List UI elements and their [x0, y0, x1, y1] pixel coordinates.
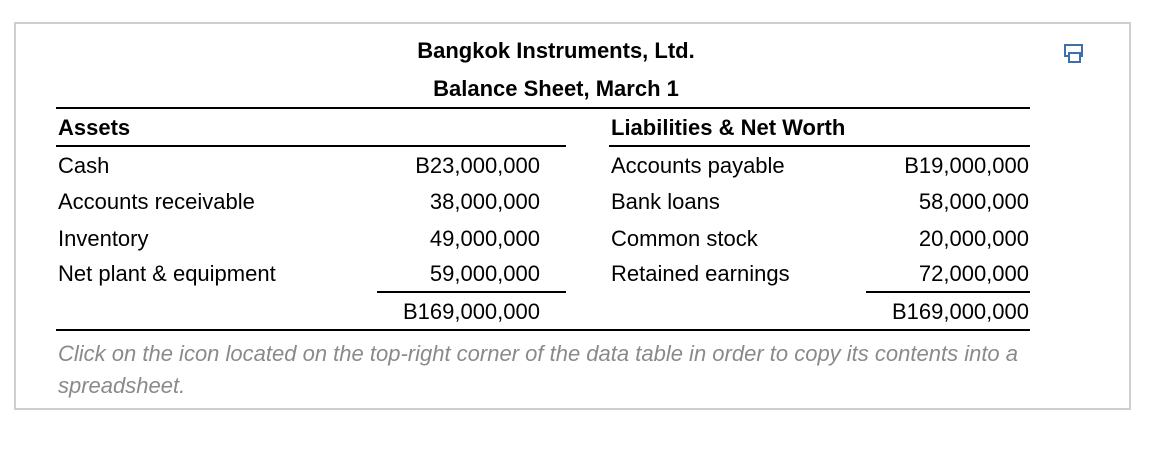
liability-label-bank-loans: Bank loans — [611, 189, 720, 214]
asset-label-cash: Cash — [58, 153, 110, 178]
asset-label-inventory: Inventory — [58, 226, 149, 251]
asset-value-receivables: 38,000,000 — [429, 189, 540, 214]
liability-value-bank-loans: 58,000,000 — [918, 189, 1029, 214]
asset-value-cash: B23,000,000 — [415, 153, 540, 178]
asset-value-plant: 59,000,000 — [429, 261, 540, 286]
company-name: Bangkok Instruments, Ltd. — [417, 38, 695, 63]
table-bottom-rule — [56, 329, 1030, 331]
asset-value-inventory: 49,000,000 — [429, 226, 540, 251]
assets-heading: Assets — [58, 115, 131, 140]
liability-label-payable: Accounts payable — [611, 153, 785, 178]
liability-label-common-stock: Common stock — [611, 226, 758, 251]
liabilities-total: B169,000,000 — [891, 299, 1029, 324]
liability-value-payable: B19,000,000 — [904, 153, 1029, 178]
liabilities-heading: Liabilities & Net Worth — [611, 115, 846, 140]
assets-heading-rule — [56, 145, 566, 147]
liability-label-retained: Retained earnings — [611, 261, 790, 286]
liability-value-common-stock: 20,000,000 — [918, 226, 1029, 251]
statement-title: Balance Sheet, March 1 — [433, 76, 679, 101]
header-rule — [56, 107, 1030, 109]
assets-total-rule — [377, 291, 566, 293]
liabilities-heading-rule — [609, 145, 1030, 147]
asset-label-plant: Net plant & equipment — [58, 261, 276, 286]
assets-total: B169,000,000 — [402, 299, 540, 324]
liabilities-total-rule — [866, 291, 1030, 293]
asset-label-receivables: Accounts receivable — [58, 189, 255, 214]
liability-value-retained: 72,000,000 — [918, 261, 1029, 286]
copy-instructions-note: Click on the icon located on the top-right corner of the data table in order to copy its contents into a spreadsheet. — [58, 341, 1019, 398]
